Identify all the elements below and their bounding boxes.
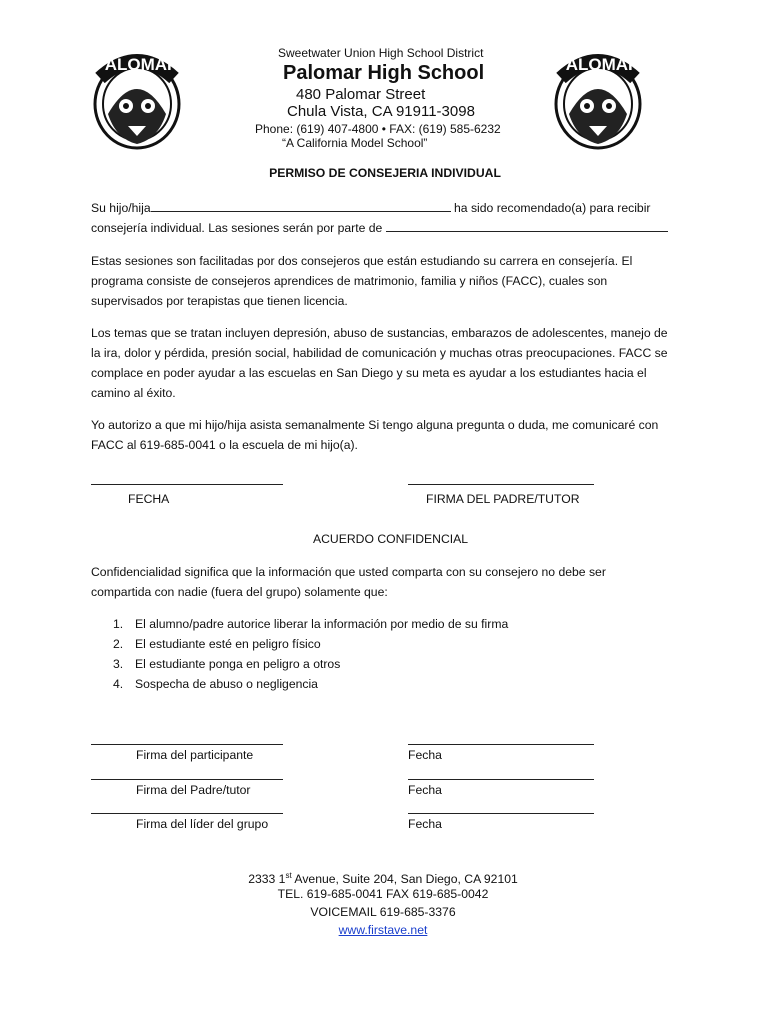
list-item: 2. El estudiante esté en peligro físico <box>113 637 321 651</box>
school-name: Palomar High School <box>283 62 485 84</box>
child-name-blank[interactable] <box>151 199 451 212</box>
child-name-line <box>91 198 650 218</box>
leader-signature-label: Firma del líder del grupo <box>136 817 269 831</box>
svg-text:PALOMAR: PALOMAR <box>94 55 180 74</box>
school-street: 480 Palomar Street <box>296 86 426 103</box>
district-name: Sweetwater Union High School District <box>278 46 484 60</box>
list-item: 4. Sospecha de abuso o negligencia <box>113 677 318 691</box>
permission-title: PERMISO DE CONSEJERIA INDIVIDUAL <box>269 166 501 180</box>
date-label: FECHA <box>128 492 170 506</box>
guardian-signature-label: Firma del Padre/tutor <box>136 783 251 797</box>
school-logo-left <box>88 44 186 152</box>
school-city: Chula Vista, CA 91911-3098 <box>287 103 475 120</box>
topics-paragraph: Los temas que se tratan incluyen depresión, abuso de sustancias, embarazos de adolescentes, manejo de la ira, dolor y pérdida, presión social, habilidad de comunicación y muchas otras preocupaciones. FACC se complace en poder ayudar a las escuelas en San Diego y su meta es ayudar a los estudiantes hacia el camino al éxito. <box>91 326 668 400</box>
authorization-paragraph: Yo autorizo a que mi hijo/hija asista semanalmente Si tengo alguna pregunta o duda, me comunicaré con FACC al 619-685-0041 o la escuela de mi hijo(a). <box>91 418 659 452</box>
footer-phone-fax: TEL. 619-685-0041 FAX 619-685-0042 <box>277 887 489 901</box>
sessions-label: consejería individual. Las sesiones serán por parte de <box>91 221 386 235</box>
guardian-date-label: Fecha <box>408 783 442 797</box>
confidential-intro: Confidencialidad significa que la información que usted comparta con su consejero no debe ser compartida con nadie (fuera del grupo) solamente que: <box>91 565 606 599</box>
svg-text:PALOMAR: PALOMAR <box>555 55 641 74</box>
website-link[interactable]: www.firstave.net <box>338 923 428 937</box>
footer-voicemail: VOICEMAIL 619-685-3376 <box>310 905 456 919</box>
school-motto: “A California Model School” <box>282 136 428 150</box>
participant-signature-label: Firma del participante <box>136 748 254 762</box>
child-label: Su hijo/hija <box>91 201 151 215</box>
recommended-label: ha sido recomendado(a) para recibir <box>450 201 651 215</box>
date-signature-line[interactable] <box>91 484 283 485</box>
school-logo-right <box>549 44 647 152</box>
list-item: 3. El estudiante ponga en peligro a otros <box>113 657 341 671</box>
footer-website <box>0 920 768 940</box>
leader-date-label: Fecha <box>408 817 442 831</box>
school-phone-fax: Phone: (619) 407-4800 • FAX: (619) 585-6232 <box>255 122 501 136</box>
footer-address: 2333 1st Avenue, Suite 204, San Diego, CA 92101 <box>248 871 518 887</box>
participant-date-label: Fecha <box>408 748 442 762</box>
confidential-title: ACUERDO CONFIDENCIAL <box>313 532 469 546</box>
sessions-paragraph: Estas sesiones son facilitadas por dos consejeros que están estudiando su carrera en consejería. El programa consiste de consejeros aprendices de matrimonio, familia y niños (FACC), cuales son supervisados por terapistas que tienen licencia. <box>91 254 633 308</box>
confidentiality-exceptions-list <box>91 614 508 694</box>
counselor-name-blank[interactable] <box>386 219 668 232</box>
counselor-line <box>91 218 668 238</box>
parent-signature-label: FIRMA DEL PADRE/TUTOR <box>426 492 580 506</box>
list-item: 1. El alumno/padre autorice liberar la información por medio de su firma <box>113 617 509 631</box>
parent-signature-line[interactable] <box>408 484 594 485</box>
